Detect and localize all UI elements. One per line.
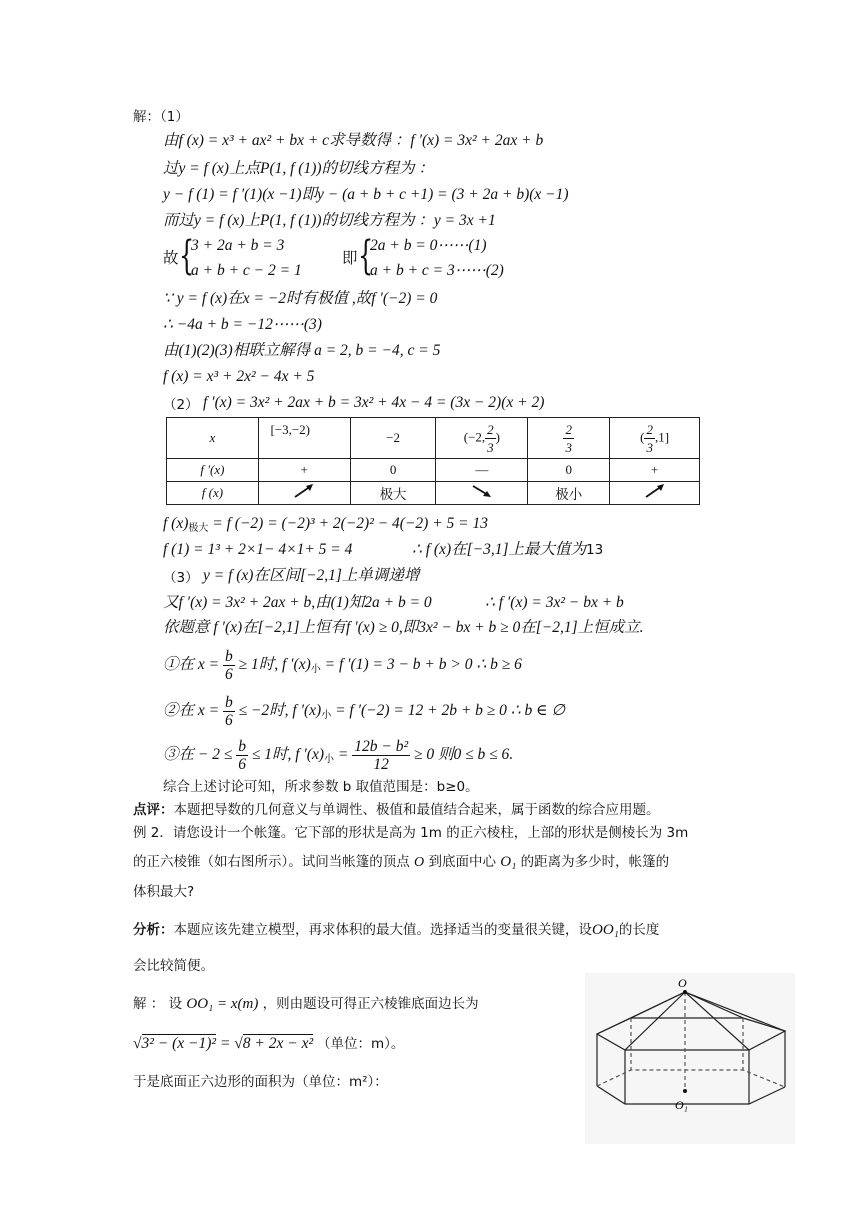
table-cell-two-thirds: $\frac{2}{3}$ <box>528 418 610 459</box>
table-row <box>167 418 700 459</box>
solution-values-line: 由(1)(2)(3)相联立解得 a = 2, b = −4, c = 5 <box>163 342 441 359</box>
part3-condition-line: y = f (x)在区间[−2,1]上单调递增 <box>203 567 420 584</box>
part2-label: （2） <box>163 397 199 413</box>
function-expression-line: f (x) = x³ + 2x² − 4x + 5 <box>163 368 315 385</box>
table-row <box>167 459 700 482</box>
system2-row2: a + b + c = 3⋯⋯(2) <box>370 262 504 279</box>
tangent-intro-line: 过y = f (x)上点P(1, f (1))的切线方程为 ： <box>163 160 434 177</box>
part3-derivative-line: 又f ′(x) = 3x² + 2ax + b,由(1)知2a + b = 0 <box>163 594 432 611</box>
solution2-line1: 解 ： 设 OO₁ = x(m) ，则由题设可得正六棱锥底面边长为 <box>133 996 479 1012</box>
part3-requirement-line: 依题意 f ′(x)在[−2,1]上恒有f ′(x) ≥ 0,即3x² − bx + b ≥ 0在[−2,1]上恒成立. <box>163 619 644 636</box>
table-cell-min: 极小 <box>528 482 610 505</box>
part3-summary: 综合上述讨论可知，所求参数 b 取值范围是：b≥0。 <box>163 779 479 795</box>
solution-heading: 解：（1） <box>133 109 189 125</box>
table-row <box>167 482 700 505</box>
table-row-label-fprime: f ′(x) <box>167 459 259 482</box>
monotonicity-table <box>166 417 700 505</box>
example2-line2: 的正六棱锥（如右图所示）。试问当帐篷的顶点 O 到底面中心 O₁ 的距离为多少时，帐篷的 <box>133 854 670 870</box>
system2-row1: 2a + b = 0⋯⋯(1) <box>370 237 487 254</box>
table-cell-interval-1: [−3,−2) <box>258 418 350 459</box>
apex-label: O <box>678 976 687 990</box>
system-prefix-1: 故 <box>163 249 179 267</box>
analysis-line1: 分析：本题应该先建立模型，再求体积的最大值。选择适当的变量很关键，设OO₁的长度 <box>133 922 660 938</box>
table-cell: 0 <box>350 459 436 482</box>
system1-row1: 3 + 2a + b = 3 <box>191 237 285 254</box>
extremum-condition-line: ∵ y = f (x)在x = −2时有极值 ,故f ′(−2) = 0 <box>163 290 438 307</box>
table-cell: + <box>610 459 700 482</box>
table-row-label-x: x <box>167 418 259 459</box>
system1-row2: a + b + c − 2 = 1 <box>191 262 302 279</box>
comment-line: 点评：本题把导数的几何意义与单调性、极值和最值结合起来，属于函数的综合应用题。 <box>133 802 660 818</box>
table-cell-interval-5: ( $\frac{2}{3}$ ,1] <box>610 418 700 459</box>
max-conclusion-line: ∴ f (x)在[−3,1]上最大值为13 <box>412 541 604 558</box>
tent-figure <box>585 973 795 1144</box>
table-cell-max: 极大 <box>350 482 436 505</box>
tangent-equation-line: y − f (1) = f ′(1)(x −1)即y − (a + b + c +1) = (3 + 2a + b)(x −1) <box>163 186 569 203</box>
table-cell: + <box>258 459 350 482</box>
example2-line1: 例 2．请您设计一个帐篷。它下部的形状是高为 1m 的正六棱柱，上部的形状是侧棱长为 3m <box>133 825 689 841</box>
table-cell-neg2: −2 <box>350 418 436 459</box>
center-label: O₁ <box>675 1098 688 1112</box>
analysis-line2: 会比较简便。 <box>133 958 214 974</box>
left-brace-1: { <box>179 233 195 279</box>
increasing-arrow-icon <box>610 482 700 505</box>
equation3-line: ∴ −4a + b = −12⋯⋯(3) <box>163 316 322 333</box>
part3-label: （3） <box>163 570 199 586</box>
case2-line: ②在 x = $\frac{b}{6}$ ≤ −2时, f $'(x)_小 = f$ ′(−2) = 12 + 2b + b ≥ 0 ∴ b ∈ ∅ <box>163 694 566 729</box>
part3-derivative-conclusion: ∴ f ′(x) = 3x² − bx + b <box>485 594 624 611</box>
derivative-line: 由f (x) = x³ + ax² + bx + c求导数得 ：f ′(x) = 3x² + 2ax + b <box>163 132 544 149</box>
table-cell: — <box>436 459 528 482</box>
apex-point <box>683 990 687 994</box>
center-point <box>683 1089 687 1093</box>
given-tangent-line: 而过y = f (x)上P(1, f (1))的切线方程为 ：y = 3x +1 <box>163 212 496 229</box>
increasing-arrow-icon <box>258 482 350 505</box>
part2-derivative-line: f ′(x) = 3x² + 2ax + b = 3x² + 4x − 4 = (3x − 2)(x + 2) <box>203 394 545 411</box>
table-cell-interval-3: (−2, $\frac{2}{3}$ ) <box>436 418 528 459</box>
table-cell: 0 <box>528 459 610 482</box>
case1-line: ①在 x = $\frac{b}{6}$ ≥ 1时, f $'(x)_小 = f$ ′(1) = 3 − b + b > 0 ∴ b ≥ 6 <box>163 648 522 683</box>
decreasing-arrow-icon <box>436 482 528 505</box>
area-line: 于是底面正六边形的面积为（单位：m²）： <box>133 1074 388 1090</box>
case3-line: ③在 − 2 ≤ $\frac{b}{6}$ ≤ 1时, f $'(x)_小$ = $\frac{\text{12b − b²}}{12}$ ≥ 0 则0 ≤ b ≤ 6. <box>163 738 514 773</box>
max-value-line: f $(x)_{极大} = f$ (−2) = (−2)³ + 2(−2)² − 4(−2) + 5 = 13 <box>163 515 489 534</box>
left-brace-2: { <box>358 233 374 279</box>
f1-line: f (1) = 1³ + 2×1− 4×1+ 5 = 4 <box>163 541 353 558</box>
table-row-label-f: f (x) <box>167 482 259 505</box>
system-prefix-2: 即 <box>342 249 358 267</box>
example2-line3: 体积最大? <box>133 884 195 900</box>
side-length-line: √3² − (x −1)² = √8 + 2x − x² （单位：m）。 <box>133 1035 405 1052</box>
